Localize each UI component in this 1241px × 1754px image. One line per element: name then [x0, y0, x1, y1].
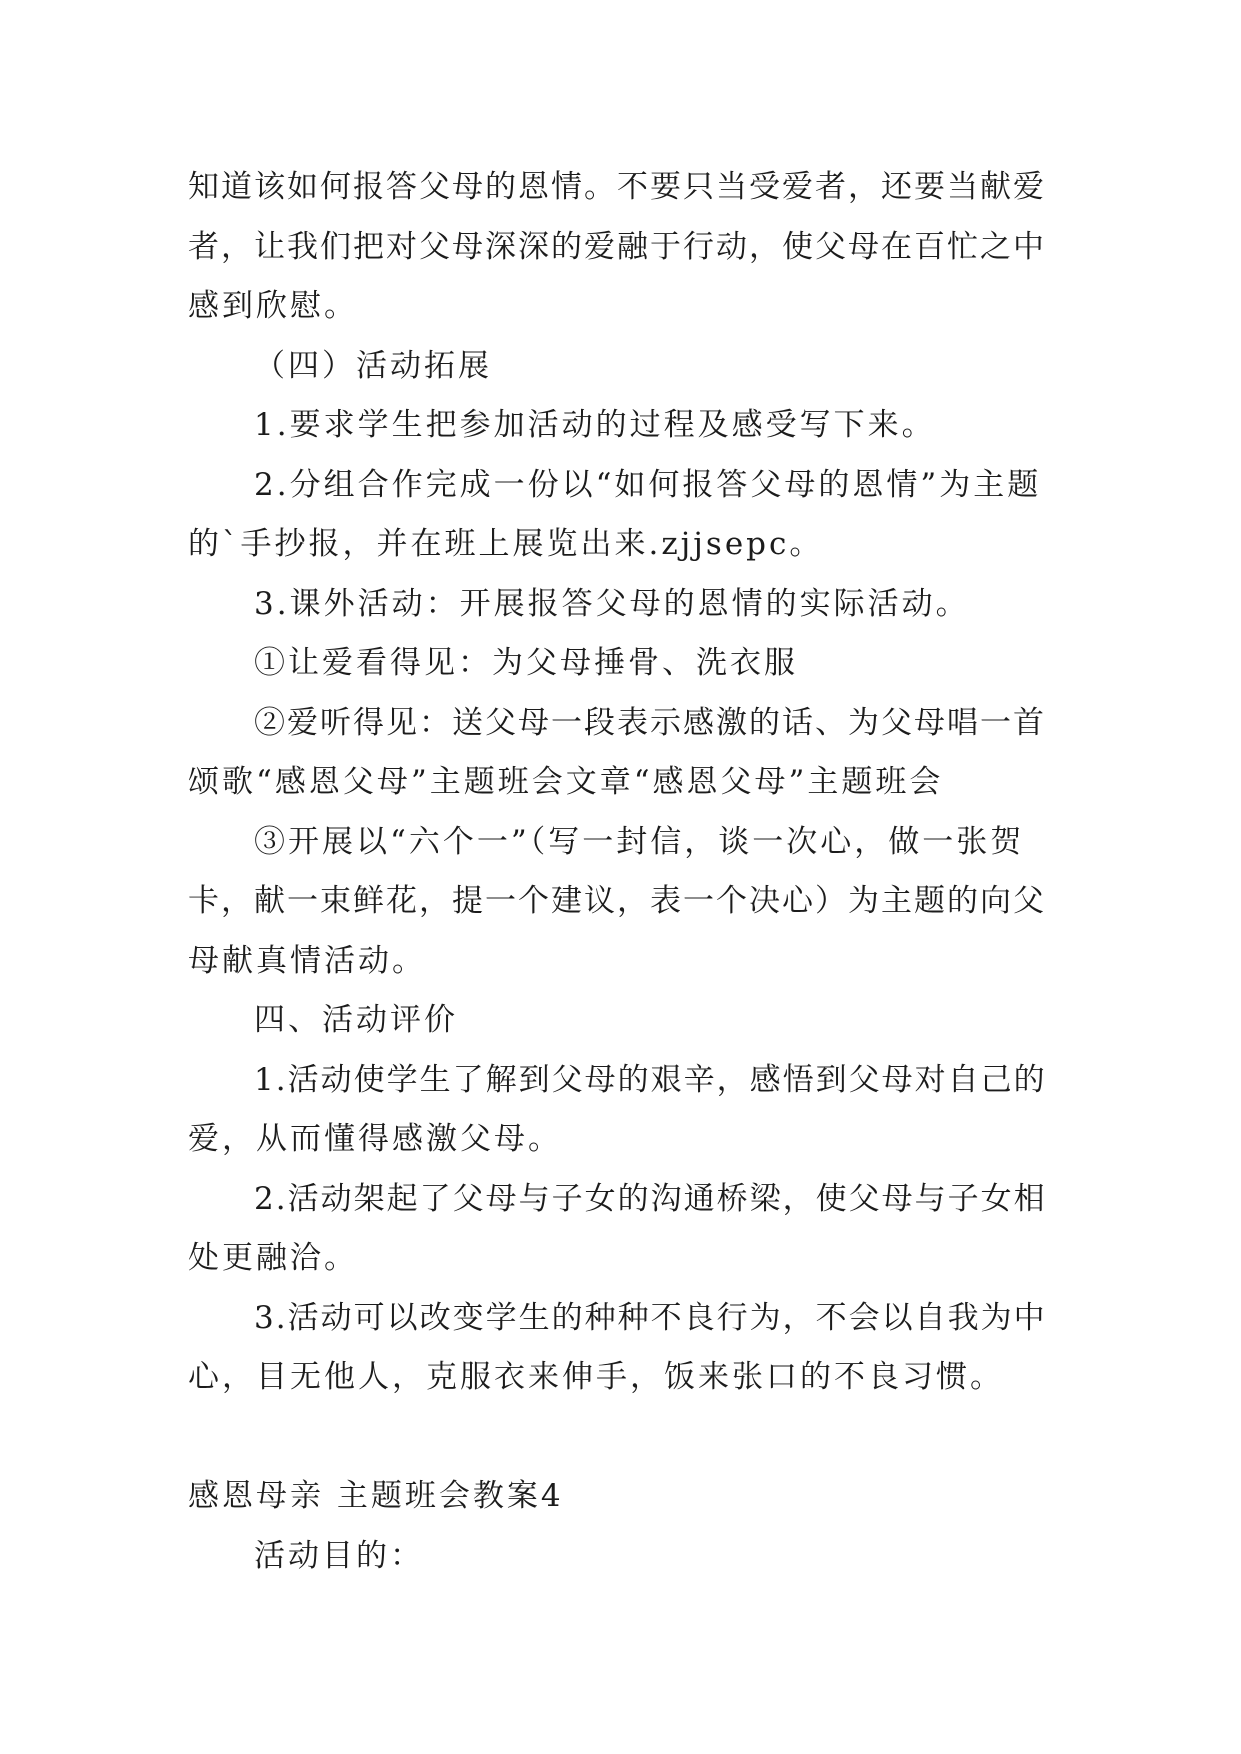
text-line: 母献真情活动。 — [188, 943, 426, 979]
list-item: 2.分组合作完成一份以“如何报答父母的恩情”为主题 — [254, 467, 1042, 503]
section-heading: 四、活动评价 — [254, 1002, 458, 1038]
text-line: 卡，献一束鲜花，提一个建议，表一个决心）为主题的向父 — [188, 883, 1046, 919]
list-item: 2.活动架起了父母与子女的沟通桥梁，使父母与子女相 — [254, 1181, 1047, 1217]
list-item: ②爱听得见：送父母一段表示感激的话、为父母唱一首 — [254, 705, 1046, 741]
document-title: 感恩母亲 主题班会教案4 — [188, 1478, 564, 1514]
list-item: ③开展以“六个一”（写一封信，谈一次心，做一张贺 — [254, 824, 1025, 860]
text-line: 者，让我们把对父母深深的爱融于行动，使父母在百忙之中 — [188, 229, 1046, 265]
section-heading: （四）活动拓展 — [254, 348, 492, 384]
text-line: 爱，从而懂得感激父母。 — [188, 1121, 562, 1157]
text-line: 的`手抄报，并在班上展览出来.zjjsepc。 — [188, 526, 824, 562]
text-line: 知道该如何报答父母的恩情。不要只当受爱者，还要当献爱 — [188, 169, 1046, 205]
text-line: 感到欣慰。 — [188, 288, 358, 324]
list-item: 1.活动使学生了解到父母的艰辛，感悟到父母对自己的 — [254, 1062, 1047, 1098]
list-item: 3.课外活动：开展报答父母的恩情的实际活动。 — [254, 586, 970, 622]
section-heading: 活动目的： — [254, 1538, 424, 1574]
text-line: 心，目无他人，克服衣来伸手，饭来张口的不良习惯。 — [188, 1359, 1004, 1395]
text-line: 处更融洽。 — [188, 1240, 358, 1276]
text-line: 颂歌“感恩父母”主题班会文章“感恩父母”主题班会 — [188, 764, 944, 800]
list-item: 3.活动可以改变学生的种种不良行为，不会以自我为中 — [254, 1300, 1047, 1336]
list-item: ①让爱看得见：为父母捶骨、洗衣服 — [254, 645, 798, 681]
list-item: 1.要求学生把参加活动的过程及感受写下来。 — [254, 407, 936, 443]
